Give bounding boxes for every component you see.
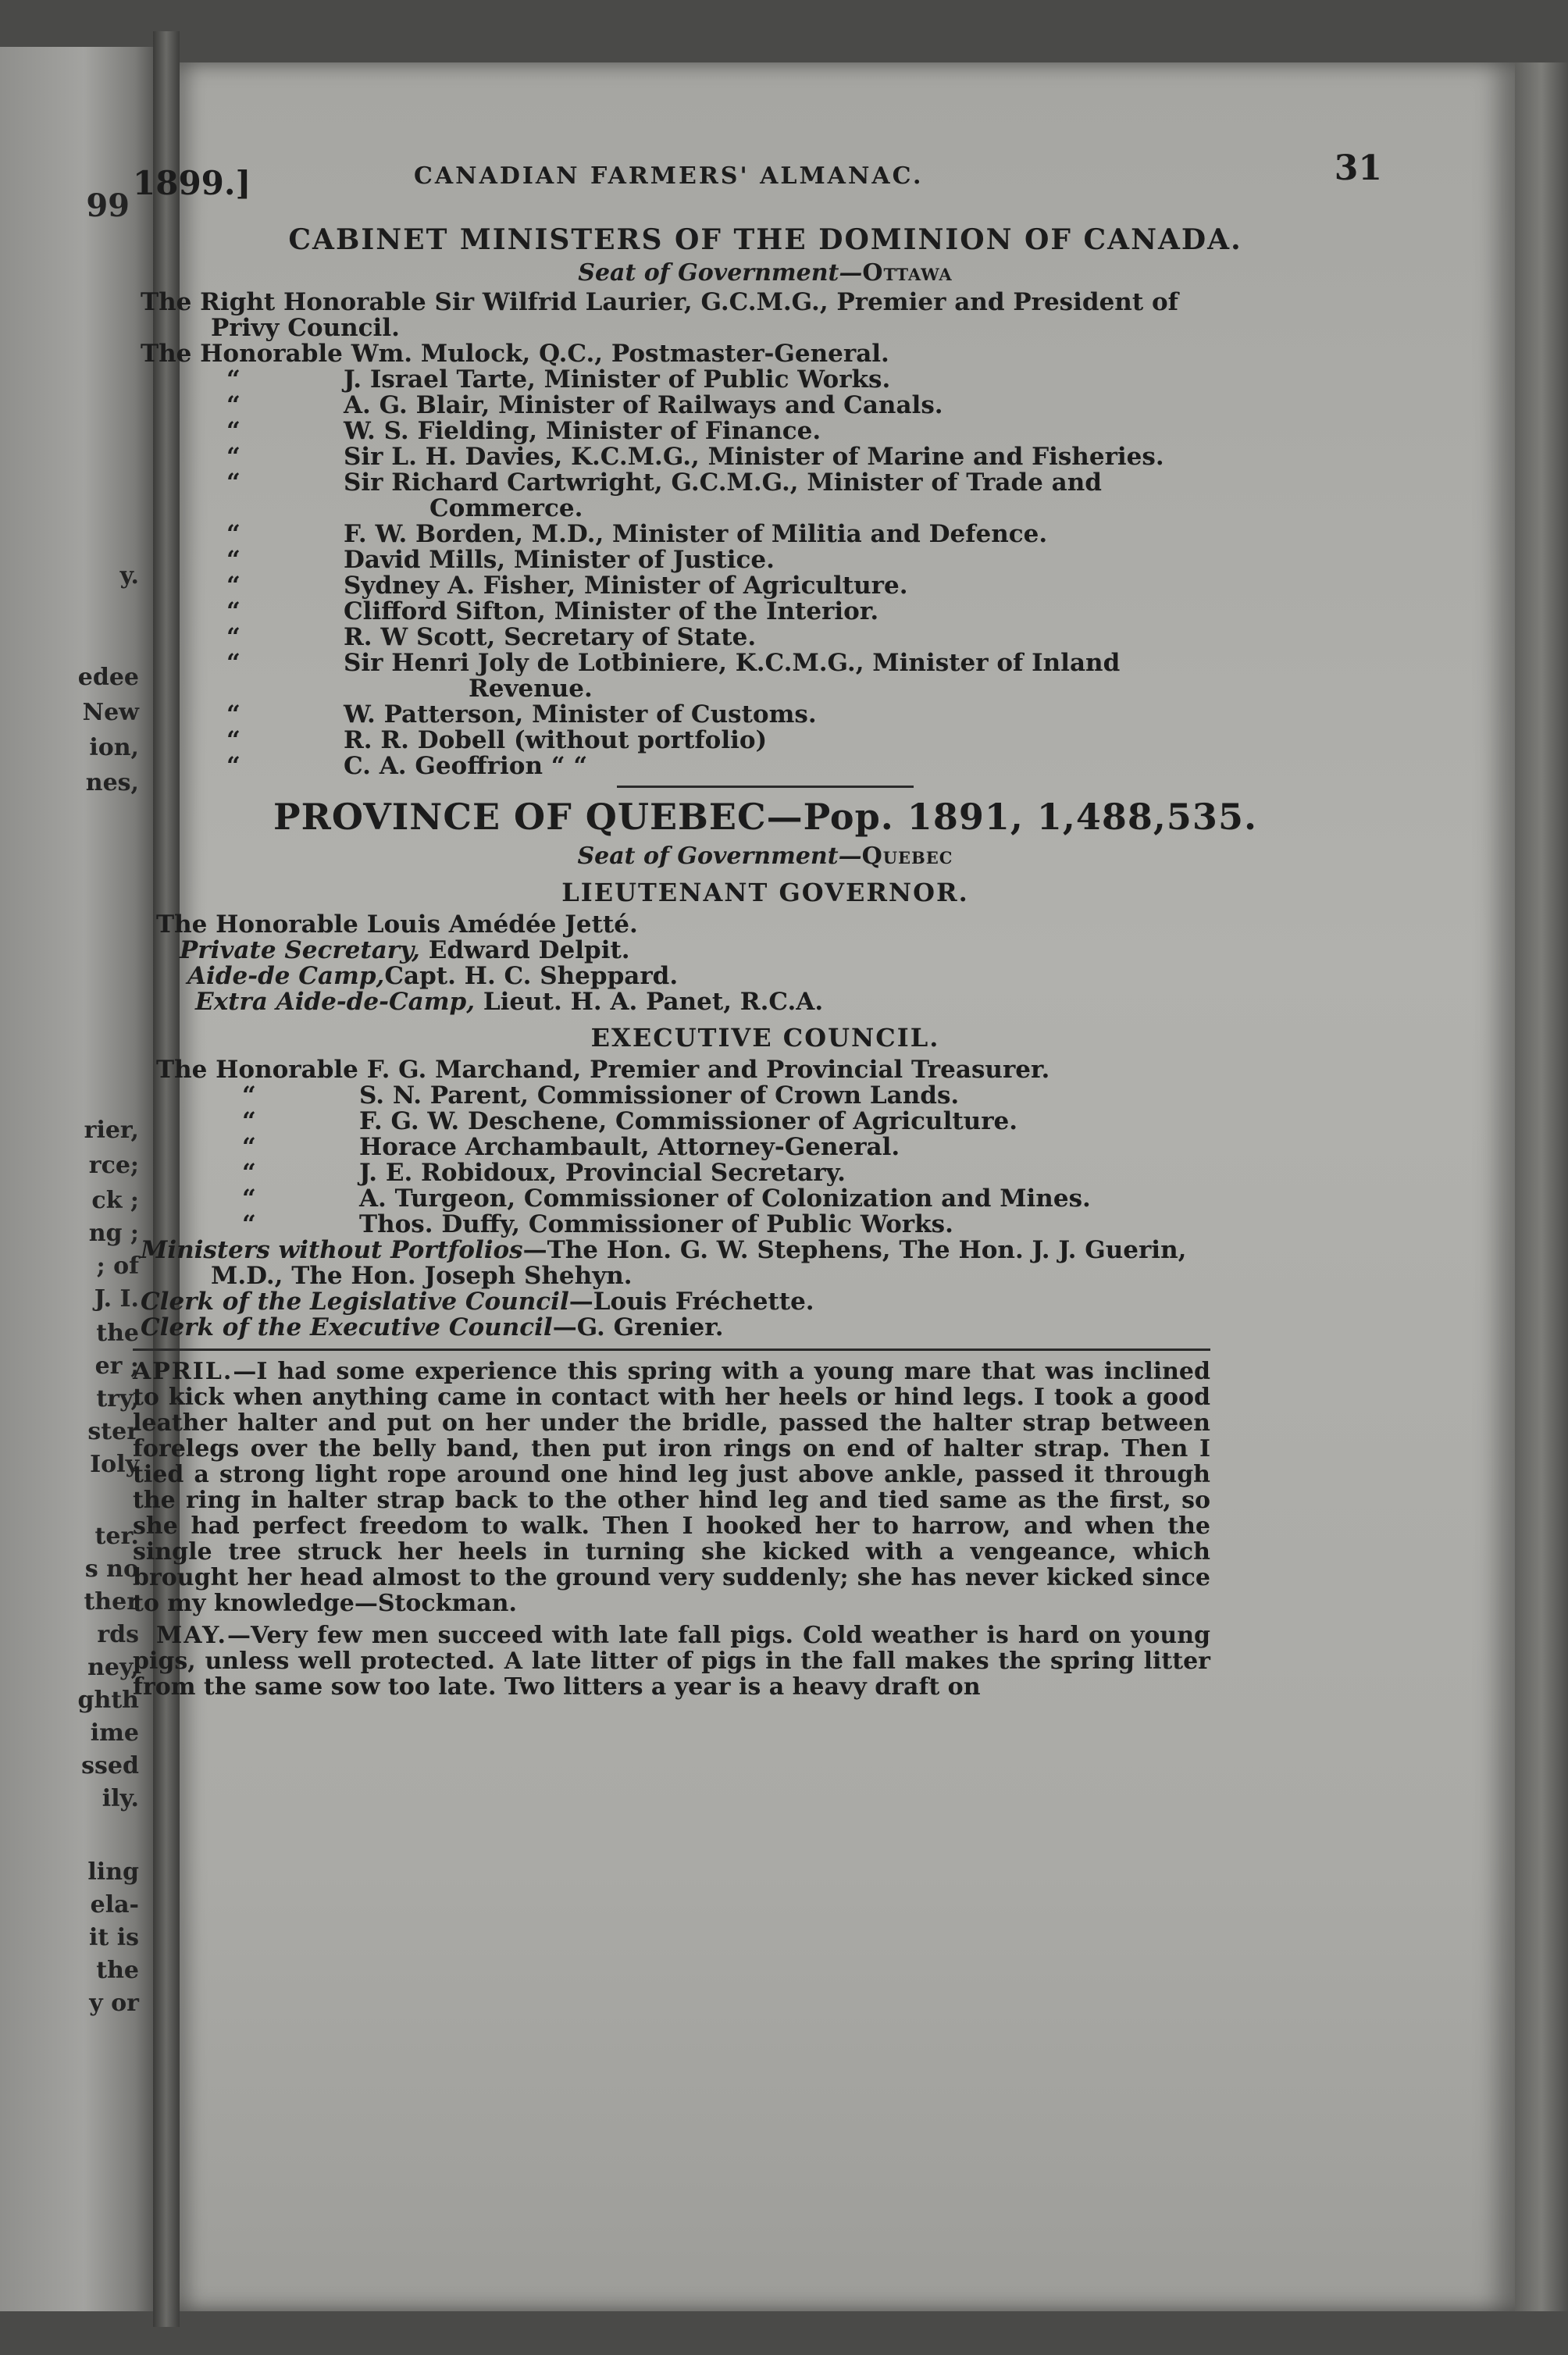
left-page-fragment: y or bbox=[89, 1990, 139, 2017]
staff-name: Edward Delpit. bbox=[419, 936, 630, 964]
ditto-mark: “ bbox=[242, 1210, 256, 1238]
without-portfolio-cont: M.D., The Hon. Joseph Shehyn. bbox=[211, 1262, 633, 1290]
cabinet-line: R. W Scott, Secretary of State. bbox=[344, 623, 757, 651]
left-page-fragment: ghth bbox=[77, 1687, 139, 1714]
ditto-mark: “ bbox=[226, 365, 241, 394]
cabinet-line: C. A. Geoffrion “ “ bbox=[344, 752, 588, 780]
ditto-mark: “ bbox=[226, 391, 241, 419]
ditto-mark: “ bbox=[226, 417, 241, 445]
cabinet-title: CABINET MINISTERS OF THE DOMINION OF CANADA. bbox=[288, 223, 1242, 256]
left-page-fragment: ela- bbox=[90, 1891, 139, 1919]
article-divider bbox=[133, 1349, 1210, 1351]
left-page-fragment: ng ; bbox=[88, 1220, 139, 1247]
cabinet-line: W. S. Fielding, Minister of Finance. bbox=[344, 417, 821, 445]
ditto-mark: “ bbox=[242, 1185, 256, 1213]
lt-governor-heading: LIEUTENANT GOVERNOR. bbox=[561, 878, 969, 907]
cabinet-line: Sydney A. Fisher, Minister of Agriculture. bbox=[344, 572, 908, 600]
ditto-mark: “ bbox=[242, 1159, 256, 1187]
header-year: 1899.] bbox=[133, 164, 251, 202]
quebec-seat: Seat of Government—Quebec bbox=[577, 843, 953, 870]
left-page-fragment: the bbox=[96, 1957, 139, 1984]
left-page-fragment: try, bbox=[96, 1385, 139, 1413]
cabinet-seat-city: Ottawa bbox=[862, 259, 953, 287]
exec-line: The Honorable F. G. Marchand, Premier and Provincial Treasurer. bbox=[156, 1056, 1050, 1084]
left-page-fragment: ssed bbox=[81, 1752, 139, 1780]
left-page-fragment: ion, bbox=[89, 734, 139, 761]
cabinet-line: Revenue. bbox=[469, 675, 593, 703]
cabinet-line: R. R. Dobell (without portfolio) bbox=[344, 726, 768, 754]
article-lead: APRIL. bbox=[133, 1358, 233, 1385]
cabinet-line: J. Israel Tarte, Minister of Public Works. bbox=[344, 365, 891, 394]
clerk-legislative-label: Clerk of the Legislative Council bbox=[141, 1288, 569, 1316]
left-page-fragment: edee bbox=[77, 664, 139, 691]
ditto-mark: “ bbox=[226, 752, 241, 780]
executive-council-list bbox=[141, 1056, 1398, 1341]
lt-governor-block bbox=[156, 912, 1398, 1015]
left-page-fragment: ime bbox=[90, 1719, 139, 1747]
article-text: —Very few men succeed with late fall pigs. Cold weather is hard on young pigs, unless well protected. A late litter of pigs in the fall makes the spring litter from the same sow too late. Two litters a year is a heavy draft on bbox=[133, 1622, 1210, 1701]
ditto-mark: “ bbox=[226, 700, 241, 729]
left-page-fragment: ling bbox=[87, 1858, 139, 1886]
ditto-mark: “ bbox=[226, 546, 241, 574]
exec-line: S. N. Parent, Commissioner of Crown Lands. bbox=[359, 1081, 960, 1110]
quebec-seat-label: Seat of Government bbox=[577, 843, 839, 870]
staff-name: Capt. H. C. Sheppard. bbox=[384, 962, 679, 990]
ditto-mark: “ bbox=[226, 443, 241, 471]
left-page-fragment: s no bbox=[84, 1555, 139, 1583]
left-page-fragment: New bbox=[82, 699, 139, 726]
article-lead: MAY. bbox=[156, 1622, 227, 1649]
running-header bbox=[133, 148, 1398, 219]
left-page-fragment: ney, bbox=[87, 1654, 139, 1681]
left-page-edge bbox=[0, 47, 153, 2311]
left-page-fragment: nes, bbox=[85, 769, 139, 796]
quebec-seat-city: Quebec bbox=[861, 843, 953, 870]
clerk-executive-label: Clerk of the Executive Council bbox=[141, 1313, 553, 1341]
quebec-title: PROVINCE OF QUEBEC—Pop. 1891, 1,488,535. bbox=[273, 796, 1257, 838]
cabinet-line: David Mills, Minister of Justice. bbox=[344, 546, 775, 574]
staff-role: Private Secretary, bbox=[180, 936, 420, 964]
left-page-fragment: ck ; bbox=[91, 1187, 139, 1214]
page-edge bbox=[1515, 62, 1568, 2311]
left-page-fragment: Ioly bbox=[90, 1451, 139, 1478]
cabinet-list bbox=[141, 290, 1398, 779]
exec-line: J. E. Robidoux, Provincial Secretary. bbox=[359, 1159, 846, 1187]
cabinet-line: Sir Richard Cartwright, G.C.M.G., Minister of Trade and bbox=[344, 469, 1102, 497]
cabinet-line: Sir L. H. Davies, K.C.M.G., Minister of Marine and Fisheries. bbox=[344, 443, 1164, 471]
left-page-fragment: ter. bbox=[94, 1523, 139, 1550]
ditto-mark: “ bbox=[242, 1107, 256, 1135]
left-page-fragment: ; of bbox=[96, 1252, 139, 1280]
article-may bbox=[133, 1623, 1210, 1700]
left-page-fragment: rce; bbox=[88, 1152, 139, 1179]
ditto-mark: “ bbox=[242, 1081, 256, 1110]
executive-council-heading: EXECUTIVE COUNCIL. bbox=[590, 1023, 940, 1053]
ditto-mark: “ bbox=[226, 649, 241, 677]
cabinet-line: F. W. Borden, M.D., Minister of Militia and Defence. bbox=[344, 520, 1048, 548]
exec-line: Horace Archambault, Attorney-General. bbox=[359, 1133, 900, 1161]
page-number: 31 bbox=[1334, 148, 1382, 188]
cabinet-line: Commerce. bbox=[429, 494, 583, 522]
article-text: —I had some experience this spring with a young mare that was inclined to kick when anything came in contact with her heels or hind legs. I took a good leather halter and put on her under the bridle, passed the halter strap between forelegs over the belly band, then put iron rings on end of halter strap. Then I tied a strong light rope around one hind leg just above ankle, passed it through the ring in halter strap back to the other hind leg and tied same as the first, so she had perfect freedom to walk. Then I hooked her to harrow, and when the single tree struck her heels in turning she kicked with a vengeance, which brought her head almost to the ground very suddenly; she has never kicked since to my knowledge—Stockman. bbox=[133, 1358, 1210, 1617]
section-divider bbox=[617, 786, 914, 788]
left-page-fragment: rier, bbox=[84, 1117, 139, 1144]
article-april bbox=[133, 1359, 1210, 1616]
left-page-fragment: er ; bbox=[94, 1352, 139, 1380]
clerk-executive-name: —G. Grenier. bbox=[552, 1313, 724, 1341]
without-portfolio-label: Ministers without Portfolios bbox=[141, 1236, 523, 1264]
ditto-mark: “ bbox=[226, 623, 241, 651]
page-content bbox=[133, 148, 1398, 1700]
staff-role: Aide-de Camp, bbox=[187, 962, 385, 990]
exec-line: Thos. Duffy, Commissioner of Public Works. bbox=[359, 1210, 953, 1238]
ditto-mark: “ bbox=[242, 1133, 256, 1161]
ditto-mark: “ bbox=[226, 520, 241, 548]
left-page-fragment: 99 bbox=[86, 187, 130, 224]
left-page-fragment: ther bbox=[84, 1588, 139, 1616]
ditto-mark: “ bbox=[226, 597, 241, 625]
cabinet-line: The Honorable Wm. Mulock, Q.C., Postmaster-General. bbox=[141, 340, 889, 368]
cabinet-line: A. G. Blair, Minister of Railways and Canals. bbox=[344, 391, 943, 419]
exec-line: A. Turgeon, Commissioner of Colonization and Mines. bbox=[359, 1185, 1091, 1213]
left-page-fragment: J. I. bbox=[94, 1285, 139, 1313]
left-page-fragment: y. bbox=[119, 562, 139, 590]
left-page-fragment: rds bbox=[97, 1621, 139, 1648]
lt-governor-name: The Honorable Louis Amédée Jetté. bbox=[156, 910, 638, 939]
ditto-mark: “ bbox=[226, 572, 241, 600]
left-page-fragment: the bbox=[96, 1320, 139, 1347]
clerk-legislative-name: —Louis Fréchette. bbox=[568, 1288, 814, 1316]
ditto-mark: “ bbox=[226, 726, 241, 754]
staff-role: Extra Aide-de-Camp, bbox=[195, 988, 476, 1016]
exec-line: F. G. W. Deschene, Commissioner of Agriculture. bbox=[359, 1107, 1018, 1135]
cabinet-line: Privy Council. bbox=[211, 314, 400, 342]
cabinet-line: Sir Henri Joly de Lotbiniere, K.C.M.G., Minister of Inland bbox=[344, 649, 1121, 677]
without-portfolio-text: —The Hon. G. W. Stephens, The Hon. J. J. Guerin, bbox=[522, 1236, 1187, 1264]
ditto-mark: “ bbox=[226, 469, 241, 497]
left-page-fragment: ily. bbox=[102, 1785, 139, 1812]
left-page-fragment: it is bbox=[89, 1924, 139, 1951]
cabinet-seat-label: Seat of Government bbox=[578, 259, 839, 287]
cabinet-seat: Seat of Government—Ottawa bbox=[578, 259, 953, 287]
header-title: CANADIAN FARMERS' ALMANAC. bbox=[414, 162, 924, 190]
left-page-fragment: ster bbox=[87, 1418, 139, 1445]
cabinet-line: Clifford Sifton, Minister of the Interior. bbox=[344, 597, 879, 625]
cabinet-line: The Right Honorable Sir Wilfrid Laurier, G.C.M.G., Premier and President of bbox=[141, 288, 1178, 316]
staff-name: Lieut. H. A. Panet, R.C.A. bbox=[475, 988, 824, 1016]
cabinet-line: W. Patterson, Minister of Customs. bbox=[344, 700, 817, 729]
